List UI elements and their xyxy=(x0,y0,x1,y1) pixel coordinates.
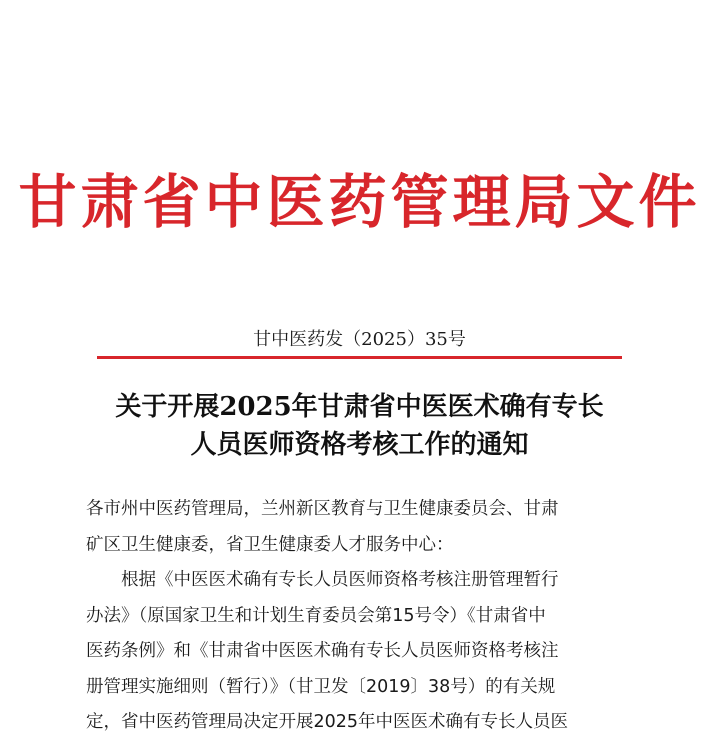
body-line-7: 定，省中医药管理局决定开展2025年中医医术确有专长人员医 xyxy=(86,712,569,732)
document-number: 甘中医药发（2025）35号 xyxy=(253,329,466,350)
red-divider-line xyxy=(97,356,622,359)
document-header-title: 甘肃省中医药管理局文件 xyxy=(18,168,701,236)
notice-title xyxy=(0,388,719,464)
notice-title-line-1: 关于开展2025年甘肃省中医医术确有专长 xyxy=(115,392,604,422)
body-line-1: 各市州中医药管理局，兰州新区教育与卫生健康委员会、甘肃 xyxy=(86,499,559,519)
body-line-5: 医药条例》和《甘肃省中医医术确有专长人员医师资格考核注 xyxy=(86,641,559,661)
body-line-3: 根据《中医医术确有专长人员医师资格考核注册管理暂行 xyxy=(121,570,559,590)
body-line-6: 册管理实施细则（暂行）》（甘卫发〔2019〕38号）的有关规 xyxy=(86,676,556,697)
body-line-4: 办法》（原国家卫生和计划生育委员会第15号令）《甘肃省中 xyxy=(86,605,546,626)
body-text xyxy=(86,492,634,741)
body-line-2: 矿区卫生健康委，省卫生健康委人才服务中心： xyxy=(86,534,454,555)
notice-title-line-2: 人员医师资格考核工作的通知 xyxy=(190,430,529,460)
